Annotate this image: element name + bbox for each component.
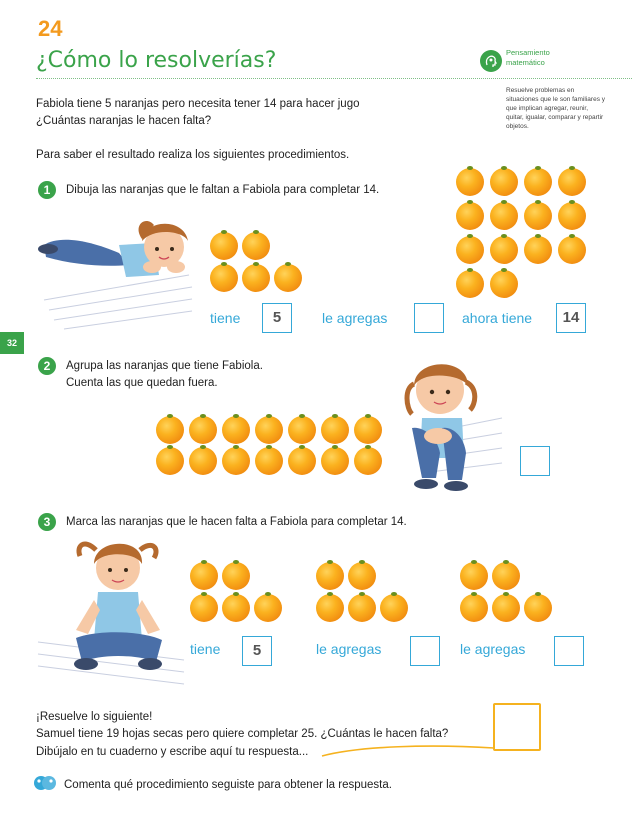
orange [348,594,376,622]
problem-line-1: ¡Resuelve lo siguiente! [36,711,153,723]
orange [156,416,184,444]
badge-label: Pensamiento matemático [506,48,550,67]
orange [456,202,484,230]
orange [242,232,270,260]
orange [558,236,586,264]
page-title: ¿Cómo lo resolverías? [36,48,277,73]
step-1-agregas-box[interactable] [414,303,444,333]
orange [354,447,382,475]
step-1-number: 1 [38,181,56,199]
orange [321,447,349,475]
step-3-tiene-box[interactable]: 5 [242,636,272,666]
step-1-ahora-label: ahora tiene [462,310,533,326]
orange [210,232,238,260]
orange [316,562,344,590]
step-1-agregas-label: le agregas [322,310,388,326]
intro-line-2: ¿Cuántas naranjas le hacen falta? [36,115,212,127]
step-3-instruction: Marca las naranjas que le hacen falta a Fabiola para completar 14. [66,516,407,528]
orange [460,562,488,590]
orange [456,168,484,196]
orange [254,594,282,622]
orange [492,562,520,590]
comment-text: Comenta qué procedimiento seguiste para obtener la respuesta. [64,779,392,791]
step-2-answer-box[interactable] [520,446,550,476]
girl-lying-illustration [34,205,194,335]
orange [288,447,316,475]
orange [524,594,552,622]
orange [190,562,218,590]
talking-people-icon [34,774,56,792]
orange [524,168,552,196]
intro-line-1: Fabiola tiene 5 naranjas pero necesita tener 14 para hacer jugo [36,98,360,110]
orange [321,416,349,444]
step-3-agregas-2-box[interactable] [554,636,584,666]
orange [380,594,408,622]
orange [222,594,250,622]
orange [255,416,283,444]
orange [490,236,518,264]
girl-sitting-illustration [392,348,504,498]
orange [210,264,238,292]
orange [348,562,376,590]
girl-crosslegged-illustration [36,530,186,695]
orange [222,562,250,590]
step-3-tiene-label: tiene [190,641,221,657]
step-1-instruction: Dibuja las naranjas que le faltan a Fabiola para completar 14. [66,184,380,196]
orange [558,168,586,196]
orange [274,264,302,292]
step-2-number: 2 [38,357,56,375]
lesson-number: 24 [38,16,63,41]
orange [456,236,484,264]
orange [460,594,488,622]
thinking-head-icon [480,50,502,72]
orange [288,416,316,444]
orange [189,416,217,444]
page-number: 32 [0,332,24,354]
orange [490,168,518,196]
step-2-instruction-line-2: Cuenta las que quedan fuera. [66,377,218,389]
orange [524,236,552,264]
problem-line-3: Dibújalo en tu cuaderno y escribe aquí tu respuesta... [36,746,309,758]
orange [524,202,552,230]
orange [156,447,184,475]
orange [316,594,344,622]
step-1-ahora-box[interactable]: 14 [556,303,586,333]
orange [242,264,270,292]
problem-answer-box[interactable] [493,703,541,751]
step-1-tiene-label: tiene [210,310,241,326]
step-3-agregas-1-label: le agregas [316,641,382,657]
problem-line-2: Samuel tiene 19 hojas secas pero quiere completar 25. ¿Cuántas le hacen falta? [36,728,449,740]
orange [222,416,250,444]
orange [558,202,586,230]
answer-underline [320,742,496,762]
orange [490,270,518,298]
step-3-agregas-1-box[interactable] [410,636,440,666]
orange [255,447,283,475]
intro-line-3: Para saber el resultado realiza los siguientes procedimientos. [36,149,350,161]
orange [354,416,382,444]
orange [492,594,520,622]
page-margin [0,0,24,829]
orange [190,594,218,622]
title-divider [36,78,632,79]
orange [189,447,217,475]
step-3-number: 3 [38,513,56,531]
step-1-tiene-box[interactable]: 5 [262,303,292,333]
step-3-agregas-2-label: le agregas [460,641,526,657]
orange [222,447,250,475]
side-note: Resuelve problemas en situaciones que le son familiares y que implican agregar, reunir, quitar, igualar, comparar y repartir objetos. [506,87,605,130]
orange [456,270,484,298]
step-2-instruction-line-1: Agrupa las naranjas que tiene Fabiola. [66,360,263,372]
orange [490,202,518,230]
